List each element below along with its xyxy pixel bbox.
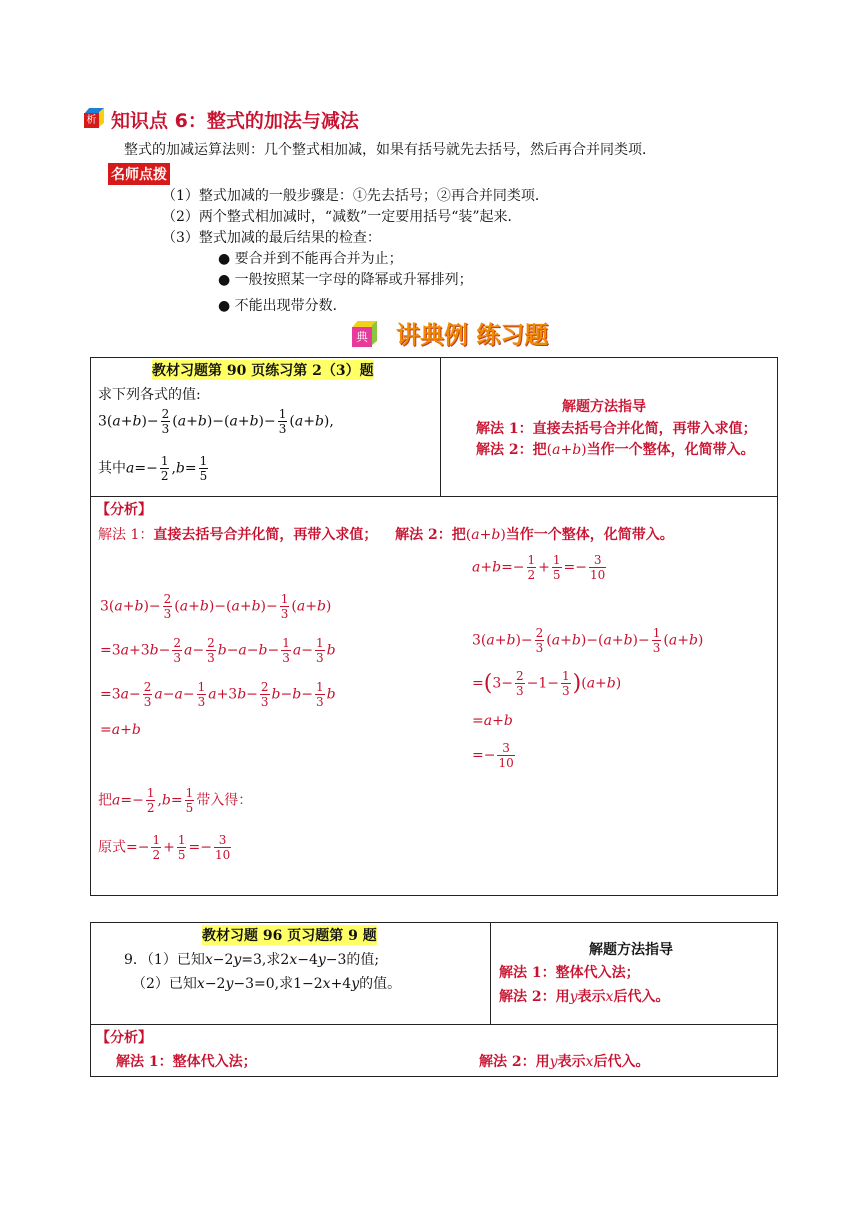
method2-sum: a+b=− $\frac{1}{2}$ + $\frac{1}{5}$ =− $\frac{3}{10}$ <box>472 553 606 582</box>
tip-item: （3）整式加减的最后结果的检查： <box>162 230 381 246</box>
bullet-item: ● 不能出现带分数． <box>218 298 347 314</box>
method1-substitute: 把a=− $\frac{1}{2}$ ,b= $\frac{1}{5}$ 带入得： <box>98 786 253 815</box>
problem1-source: 教材习题第 90 页练习第 2（3）题 <box>152 360 374 380</box>
analysis2-method2: 解法 2：用y表示x后代入。 <box>479 1054 650 1070</box>
method1-step4: =a+b <box>100 722 141 738</box>
analysis2-method1: 解法 1：整体代入法； <box>116 1054 257 1070</box>
method2-step4: =− $\frac{3}{10}$ <box>472 741 514 770</box>
method2-step3: =a+b <box>472 713 513 729</box>
analysis1-methods: 解法 1：直接去括号合并化简，再带入求值； 解法 2：把(a+b)当作一个整体，化简带入。 <box>98 527 674 543</box>
problem2-source: 教材习题 96 页习题第 9 题 <box>202 925 377 945</box>
guide1-method1: 解法 1：直接去括号合并化简，再带入求值； <box>476 421 757 437</box>
guide2-title: 解题方法指导 <box>589 942 673 958</box>
section-title: 知识点 6：整式的加法与减法 <box>111 110 359 132</box>
banner-title: 讲典例 练习题 <box>396 321 549 349</box>
method1-step1: 3(a+b)− $\frac{2}{3}$ (a+b)−(a+b)− $\frac{1}{3}$ (a+b) <box>100 592 332 621</box>
guide2-method2: 解法 2：用y表示x后代入。 <box>499 989 670 1005</box>
bullet-item: ● 一般按照某一字母的降幂或升幂排列； <box>218 272 473 288</box>
method1-result: 原式=− $\frac{1}{2}$ + $\frac{1}{5}$ =− $\frac{3}{10}$ <box>98 833 231 862</box>
tips-badge: 名师点拨 <box>108 163 170 185</box>
analysis1-label: 【分析】 <box>96 502 152 518</box>
problem1-expression: 3(a+b)− $\frac{2}{3}$ (a+b)−(a+b)− $\frac{1}{3}$ (a+b), <box>98 407 334 436</box>
method2-step1: 3(a+b)− $\frac{2}{3}$ (a+b)−(a+b)− $\frac{1}{3}$ (a+b) <box>472 626 704 655</box>
guide2-method1: 解法 1：整体代入法； <box>499 965 640 981</box>
guide1-title: 解题方法指导 <box>562 399 646 415</box>
problem2-q2: （2）已知x−2y−3=0,求1−2x+4y的值。 <box>132 976 402 992</box>
analysis2-label: 【分析】 <box>96 1030 152 1046</box>
problem1-prompt: 求下列各式的值: <box>98 387 201 403</box>
rule-text: 整式的加减运算法则：几个整式相加减，如果有括号就先去括号，然后再合并同类项． <box>124 142 656 158</box>
tip-item: （1）整式加减的一般步骤是：①先去括号；②再合并同类项． <box>162 188 549 204</box>
example-cube-icon: 典 <box>352 321 378 347</box>
analysis-cube-icon: 析 <box>84 108 104 128</box>
problem1-values: 其中a=− $\frac{1}{2}$ ,b= $\frac{1}{5}$ <box>98 454 208 483</box>
method1-step2: =3a+3b− $\frac{2}{3}$ a− $\frac{2}{3}$ b−a−b− $\frac{1}{3}$ a− $\frac{1}{3}$ b <box>100 636 336 665</box>
problem2-q1: 9．（1）已知x−2y=3,求2x−4y−3的值; <box>124 952 380 968</box>
method2-step2: =(3− $\frac{2}{3}$ −1− $\frac{1}{3}$ )(a+b) <box>472 669 622 698</box>
guide1-method2: 解法 2：把(a+b)当作一个整体，化简带入。 <box>476 442 755 458</box>
bullet-item: ● 要合并到不能再合并为止； <box>218 251 403 267</box>
tip-item: （2）两个整式相加减时，“减数”一定要用括号“装”起来． <box>162 209 522 225</box>
method1-step3: =3a− $\frac{2}{3}$ a−a− $\frac{1}{3}$ a+3b− $\frac{2}{3}$ b−b− $\frac{1}{3}$ b <box>100 680 336 709</box>
